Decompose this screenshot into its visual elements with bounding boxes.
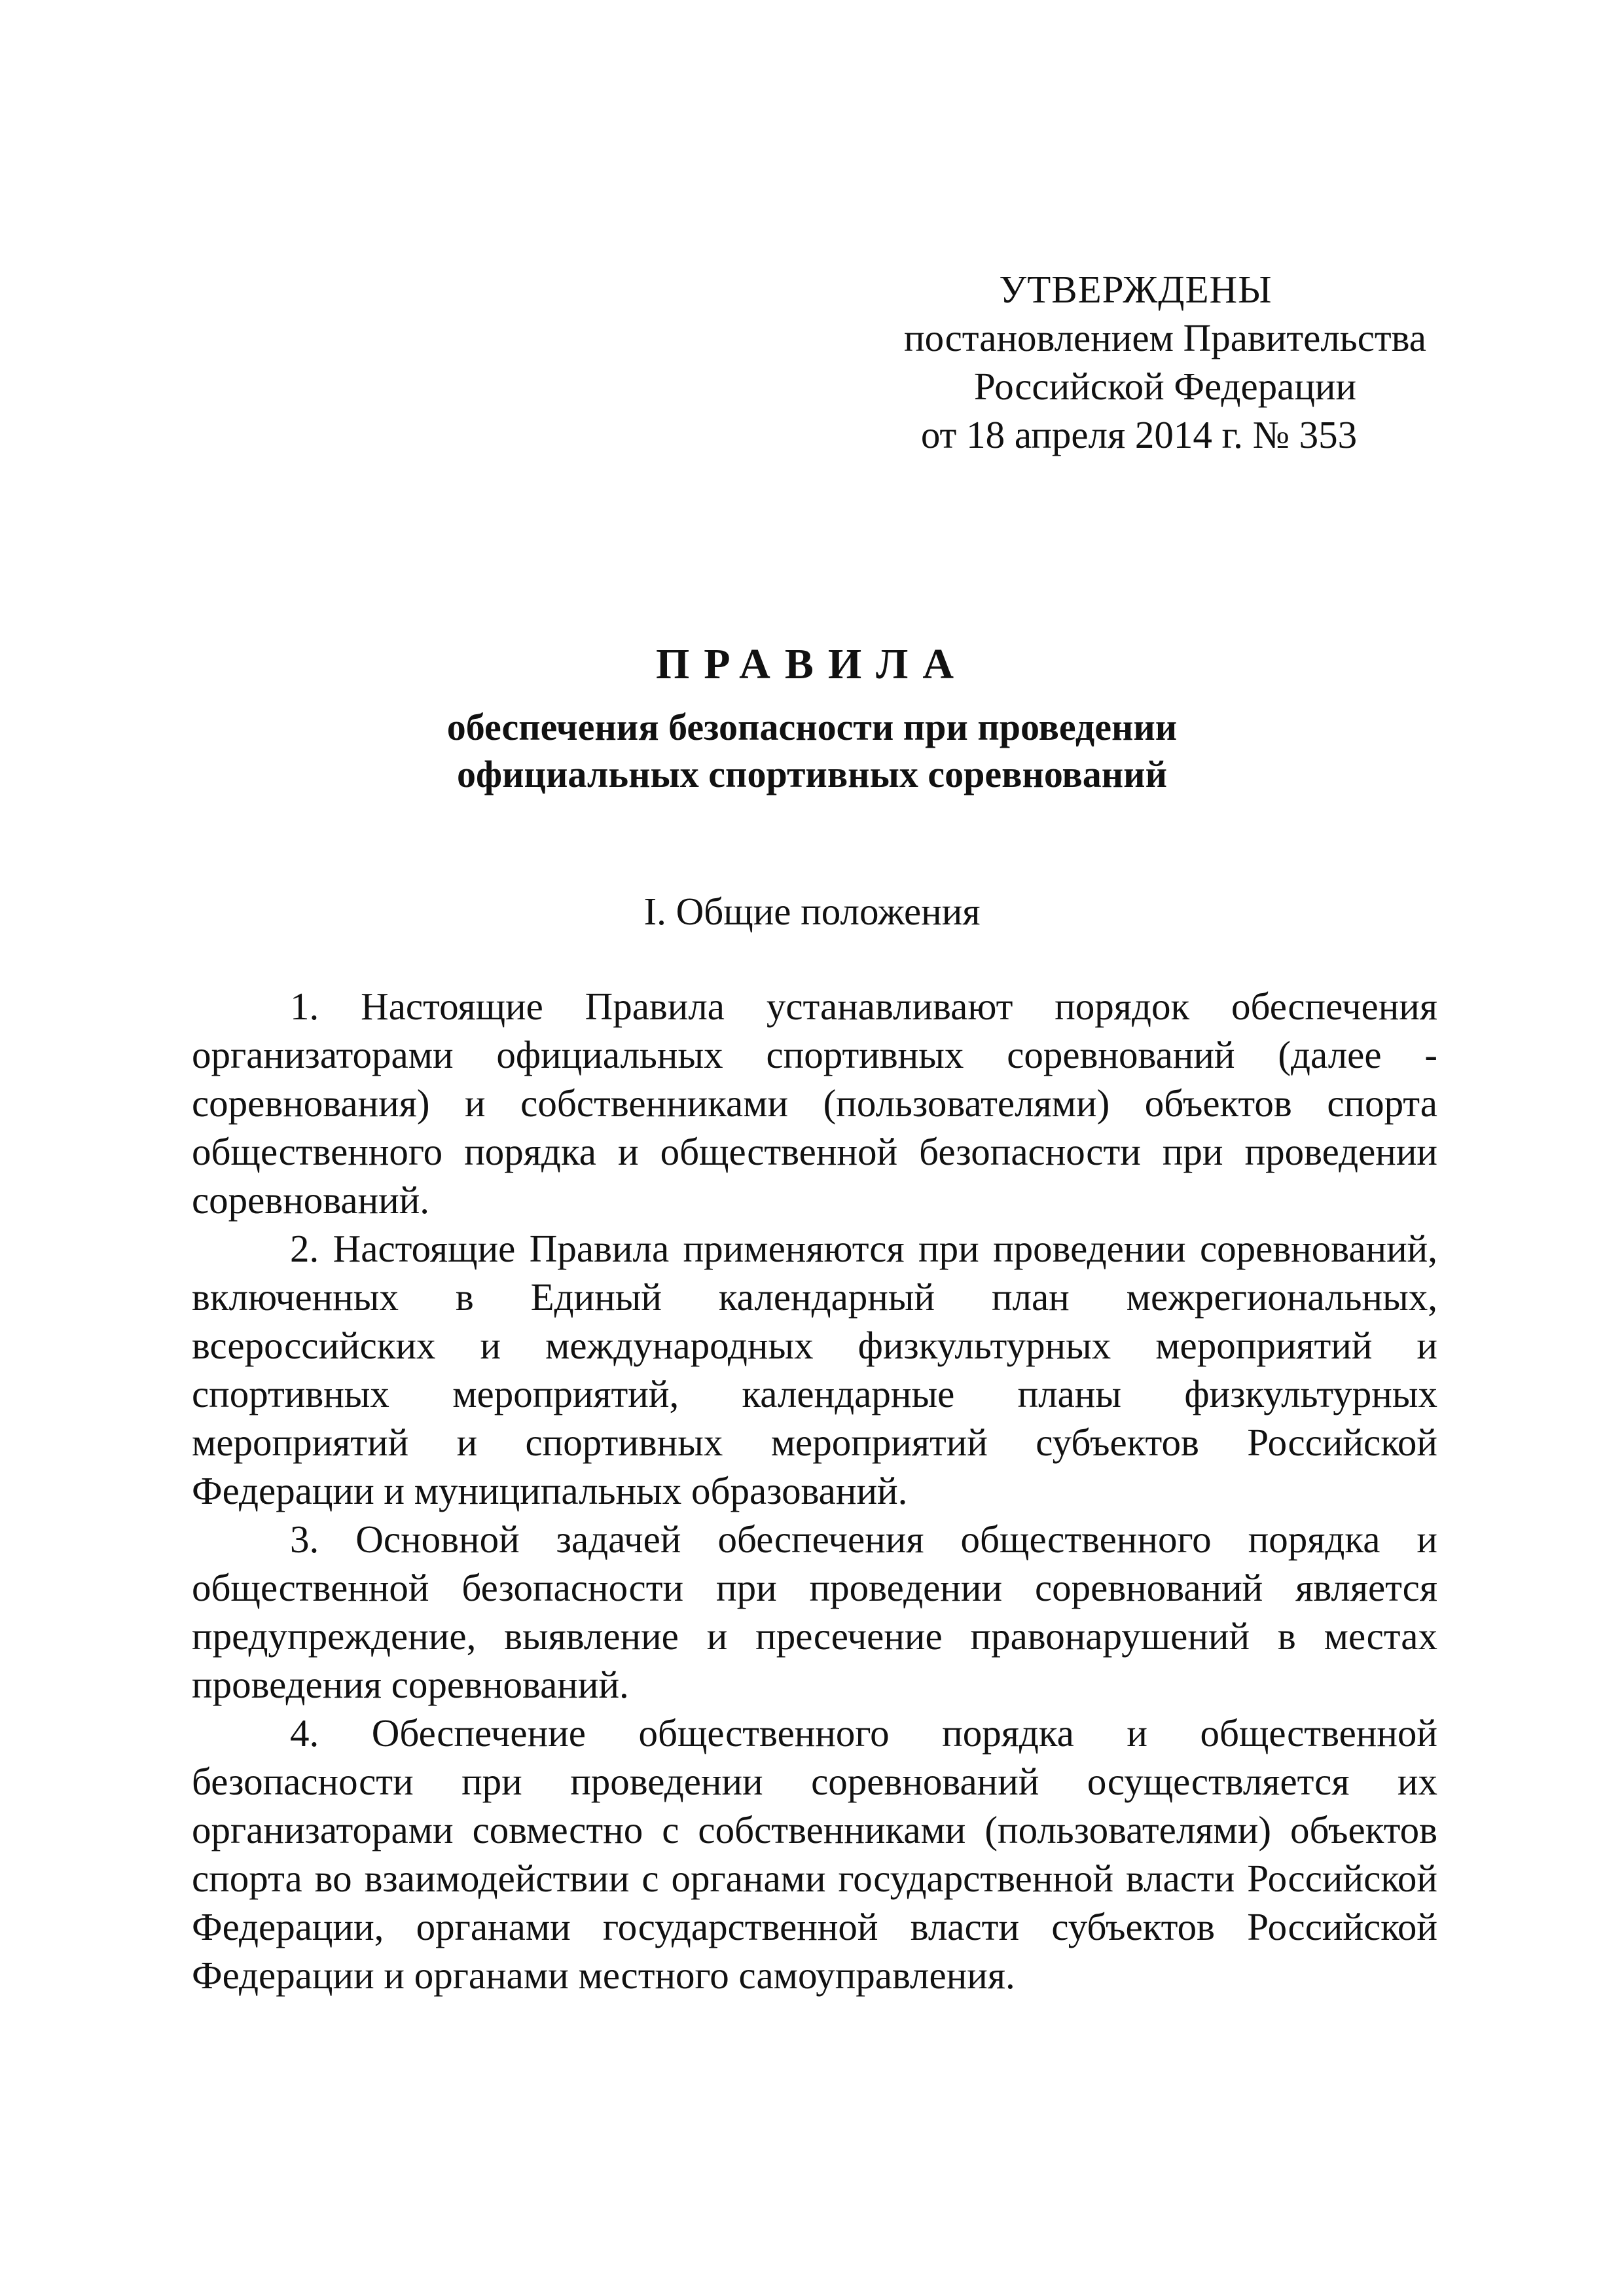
approval-stamp [871, 265, 1460, 459]
rules-heading: ПРАВИЛА [655, 640, 969, 688]
approval-date: от 18 апреля 2014 г. № 353 [920, 413, 1358, 456]
paragraph-2: 2. Настоящие Правила применяются при проведении соревнований, включенных в Единый календарный план межрегиональных, всероссийских и международных физкультурных мероприятий и спортивных мероприятий, календарные планы физкультурных мероприятий и спортивных мероприятий субъектов Российской Федерации и муниципальных образований. [192, 1227, 1437, 1512]
approval-line-2: Российской Федерации [973, 365, 1357, 408]
paragraph-1: 1. Настоящие Правила устанавливают порядок обеспечения организаторами официальных спортивных соревнований (далее - соревнования) и собственниками (пользователями) объектов спорта общественного порядка и общественной безопасности при проведении соревнований. [192, 985, 1437, 1222]
rules-subheading-line-1: обеспечения безопасности при проведении [446, 706, 1178, 748]
paragraph-3: 3. Основной задачей обеспечения общественного порядка и общественной безопасности при проведении соревнований является предупреждение, выявление и пресечение правонарушений в местах проведения соревнований. [192, 1518, 1437, 1706]
document-body [192, 982, 1437, 1999]
paragraph-4: 4. Обеспечение общественного порядка и общественной безопасности при проведении соревнований осуществляется их организаторами совместно с собственниками (пользователями) объектов спорта во взаимодействии с органами государственной власти Российской Федерации, органами государственной власти субъектов Российской Федерации и органами местного самоуправления. [192, 1711, 1437, 1997]
approval-line-1: постановлением Правительства [904, 316, 1426, 359]
rules-subheading [0, 704, 1624, 798]
section-title: I. Общие положения [643, 890, 981, 933]
rules-subheading-line-2: официальных спортивных соревнований [456, 753, 1167, 795]
approval-title: УТВЕРЖДЕНЫ [999, 268, 1272, 311]
